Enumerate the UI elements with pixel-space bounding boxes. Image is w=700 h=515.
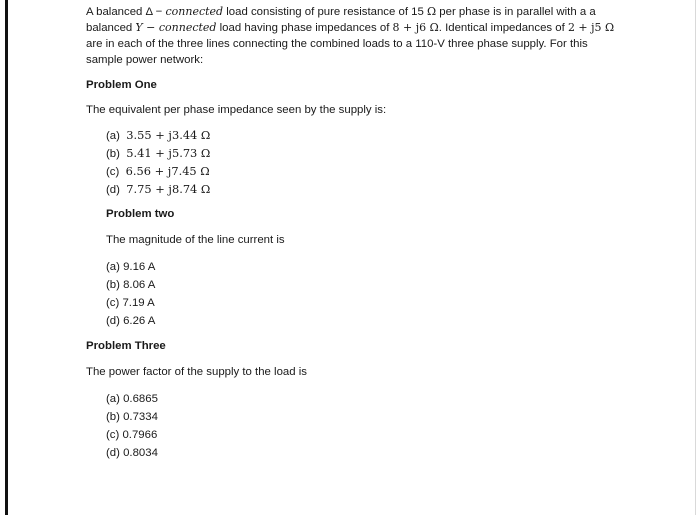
problem-one-heading: Problem One xyxy=(86,79,157,91)
problem-one-question: The equivalent per phase impedance seen by the supply is: xyxy=(86,104,387,116)
option-item xyxy=(106,126,646,144)
problem-three-options xyxy=(86,390,646,462)
intro-math: connected xyxy=(165,5,224,18)
option-item xyxy=(106,390,646,408)
problem-three-question: The power factor of the supply to the load is xyxy=(86,366,307,378)
option-value: 0.6865 xyxy=(123,393,158,405)
problem-two-heading: Problem two xyxy=(106,208,175,220)
option-label: (d) xyxy=(106,184,120,196)
option-label: (c) xyxy=(106,429,120,441)
intro-math: 8 + j6 Ω xyxy=(392,21,439,34)
option-item xyxy=(106,444,646,462)
page-right-border xyxy=(695,0,696,515)
intro-text: balanced xyxy=(86,22,136,34)
intro-text: load having phase impedances of xyxy=(216,22,393,34)
option-value: 8.06 A xyxy=(123,279,156,291)
option-item xyxy=(106,294,646,312)
option-item xyxy=(106,426,646,444)
option-item xyxy=(106,144,646,162)
intro-math: Ω xyxy=(427,5,437,18)
intro-line-4: sample power network: xyxy=(86,54,204,66)
intro-line-2 xyxy=(86,22,614,34)
option-value: 0.8034 xyxy=(123,447,158,459)
option-label: (b) xyxy=(106,411,120,423)
option-value: 0.7966 xyxy=(122,429,158,441)
intro-line-1 xyxy=(86,6,596,18)
intro-text: load consisting of pure resistance of 15 xyxy=(223,6,427,18)
problem-two-options xyxy=(86,258,646,330)
problem-one-options xyxy=(86,126,646,198)
option-label: (a) xyxy=(106,130,120,142)
problem-two-question: The magnitude of the line current is xyxy=(106,234,285,246)
document-body xyxy=(86,4,646,462)
option-label: (a) xyxy=(106,393,120,405)
option-value: 5.41 + j5.73 Ω xyxy=(126,146,211,160)
option-label: (b) xyxy=(106,148,120,160)
intro-line-3: are in each of the three lines connecting the combined loads to a 110-V three phase supply. For this xyxy=(86,38,588,50)
option-value: 0.7334 xyxy=(123,411,158,423)
option-label: (d) xyxy=(106,447,120,459)
option-item xyxy=(106,276,646,294)
intro-text: . Identical impedances of xyxy=(438,22,568,34)
option-label: (a) xyxy=(106,261,120,273)
option-value: 7.75 + j8.74 Ω xyxy=(126,182,211,196)
intro-text: A balanced Δ − xyxy=(86,6,166,18)
option-value: 7.19 A xyxy=(122,297,155,309)
intro-math: 2 + j5 Ω xyxy=(567,21,615,34)
page-left-border xyxy=(5,0,8,515)
intro-math: Y − connected xyxy=(135,21,217,34)
option-value: 6.56 + j7.45 Ω xyxy=(125,164,210,178)
option-item xyxy=(106,180,646,198)
option-value: 3.55 + j3.44 Ω xyxy=(126,128,211,142)
option-item xyxy=(106,162,646,180)
option-value: 6.26 A xyxy=(123,315,156,327)
intro-text: per phase is in parallel with a a xyxy=(436,6,596,18)
option-label: (c) xyxy=(106,297,120,309)
option-label: (d) xyxy=(106,315,120,327)
intro-paragraph xyxy=(86,4,646,68)
option-item xyxy=(106,312,646,330)
option-value: 9.16 A xyxy=(123,261,156,273)
option-item xyxy=(106,258,646,276)
option-label: (b) xyxy=(106,279,120,291)
option-item xyxy=(106,408,646,426)
option-label: (c) xyxy=(106,166,120,178)
problem-three-heading: Problem Three xyxy=(86,340,166,352)
